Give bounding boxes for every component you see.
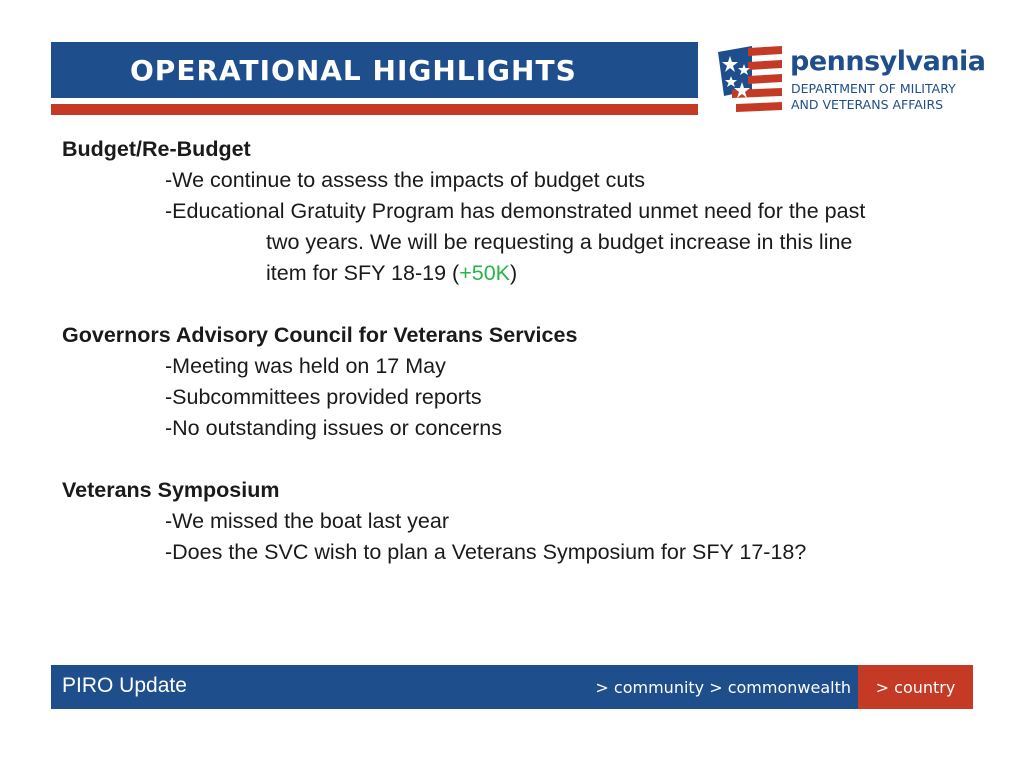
title-bar xyxy=(51,42,698,98)
section-heading: Governors Advisory Council for Veterans Services xyxy=(62,323,578,347)
list-item: -Does the SVC wish to plan a Veterans Symposium for SFY 17-18? xyxy=(165,540,807,564)
pa-dmva-logo xyxy=(718,44,986,116)
list-item: -Subcommittees provided reports xyxy=(165,385,482,409)
list-item: -We missed the boat last year xyxy=(165,509,450,533)
footer-tagline-accent xyxy=(858,665,973,709)
logo-subtitle-1: DEPARTMENT OF MILITARY xyxy=(791,81,956,96)
spacer xyxy=(62,444,962,475)
title-underline xyxy=(51,104,698,115)
list-item: -Educational Gratuity Program has demonstrated unmet need for the past xyxy=(165,199,866,223)
budget-line-prefix: item for SFY 18-19 ( xyxy=(266,261,460,285)
list-item-continuation xyxy=(62,258,962,289)
list-item-continuation: two years. We will be requesting a budget increase in this line xyxy=(266,230,853,254)
footer-bar xyxy=(51,665,973,709)
section-heading: Budget/Re-Budget xyxy=(62,137,251,161)
logo-name: pennsylvania xyxy=(790,46,986,77)
footer-tagline: > community > commonwealth xyxy=(595,678,851,697)
flag-stars-icon xyxy=(718,46,782,112)
logo-subtitle-2: AND VETERANS AFFAIRS xyxy=(791,97,944,112)
list-item: -We continue to assess the impacts of budget cuts xyxy=(165,168,646,192)
spacer xyxy=(62,289,962,320)
list-item: -No outstanding issues or concerns xyxy=(165,416,503,440)
budget-increase-amount: +50K xyxy=(459,261,510,285)
footer-country: > country xyxy=(875,677,956,697)
budget-line-suffix: ) xyxy=(510,261,518,285)
slide-content xyxy=(62,134,962,568)
footer-title: PIRO Update xyxy=(62,674,187,697)
page-title: OPERATIONAL HIGHLIGHTS xyxy=(130,53,577,87)
section-heading: Veterans Symposium xyxy=(62,478,280,502)
list-item: -Meeting was held on 17 May xyxy=(165,354,446,378)
